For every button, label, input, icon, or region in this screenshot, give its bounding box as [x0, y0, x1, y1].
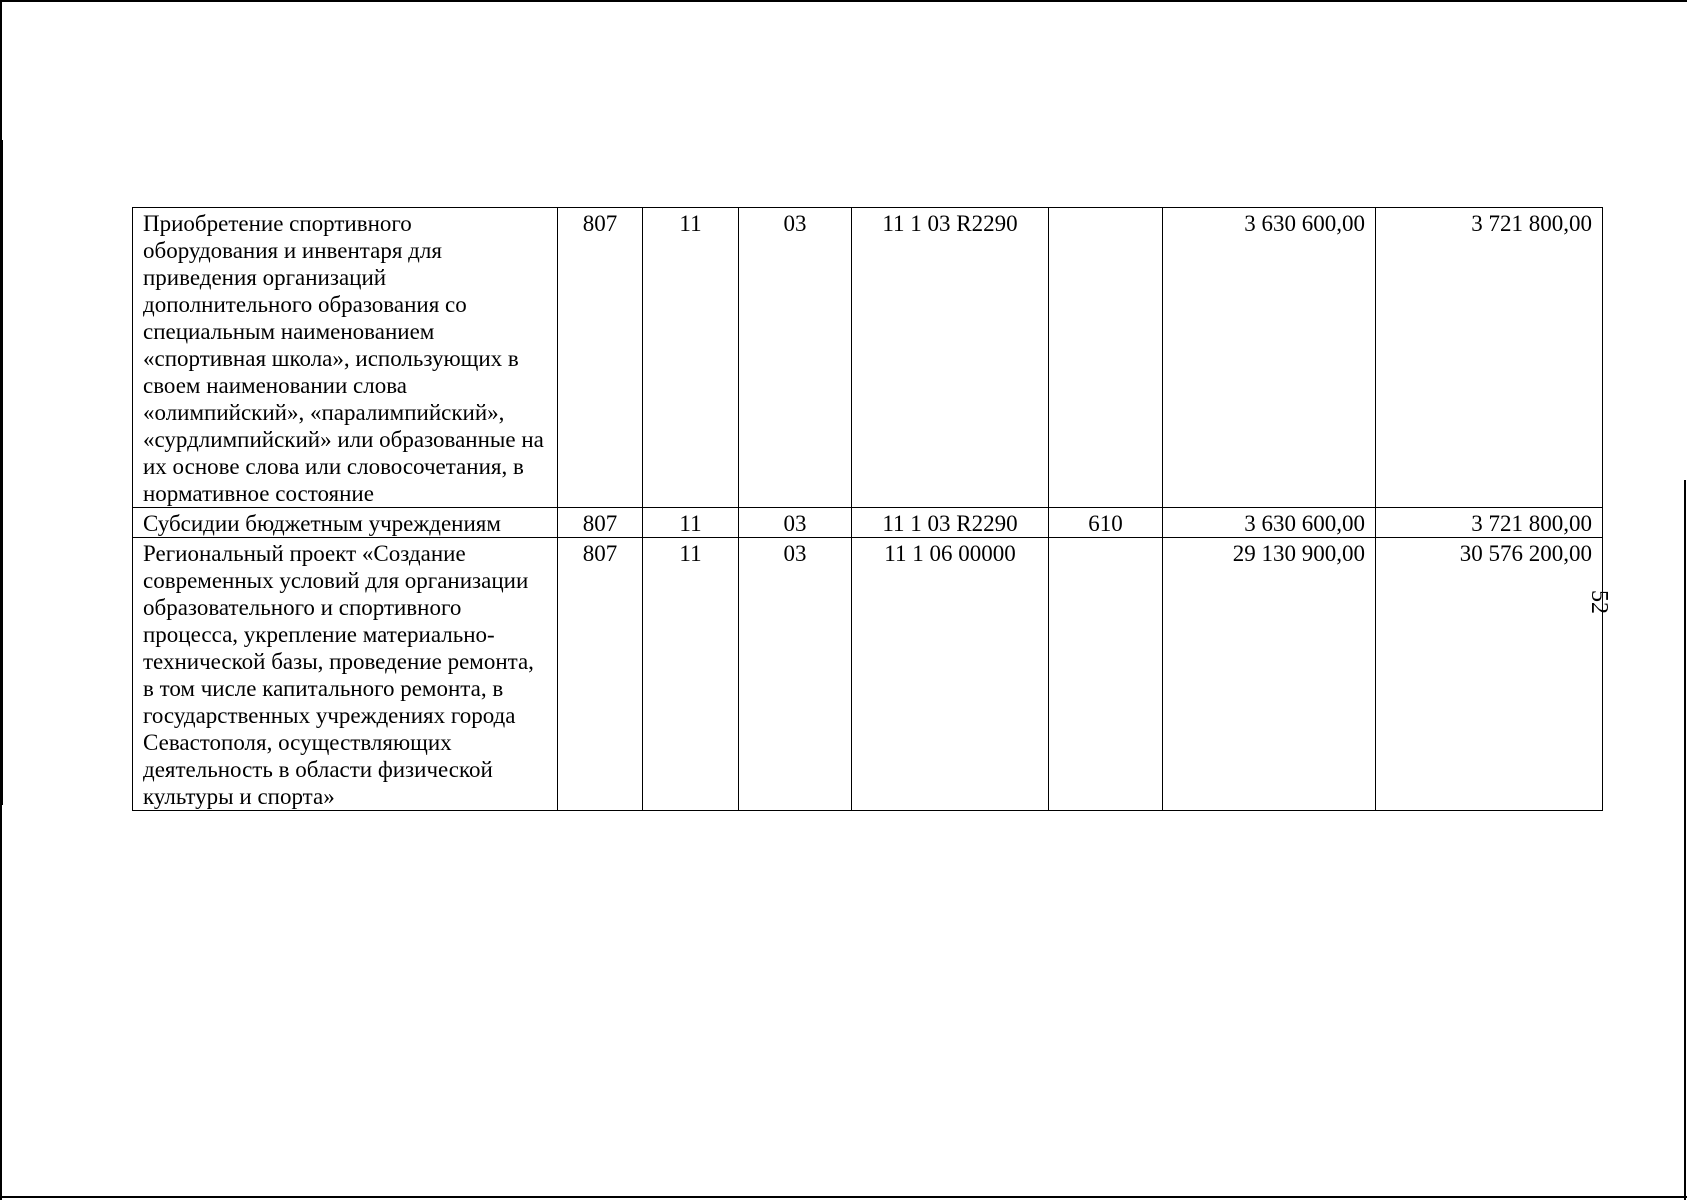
page-number: 52: [1586, 590, 1612, 614]
row-section-code: 11: [643, 508, 739, 538]
row-amount-1: 3 630 600,00: [1163, 208, 1376, 508]
row-subsection-code: 03: [739, 508, 852, 538]
row-amount-2: 3 721 800,00: [1376, 208, 1603, 508]
scan-border-bottom: [0, 1196, 1687, 1198]
row-expense-type: 610: [1049, 508, 1163, 538]
row-ministry-code: 807: [558, 538, 643, 811]
row-subsection-code: 03: [739, 208, 852, 508]
budget-table: [132, 207, 1603, 811]
table-row: [133, 208, 1603, 508]
row-expense-type: [1049, 208, 1163, 508]
row-amount-1: 3 630 600,00: [1163, 508, 1376, 538]
row-name: Региональный проект «Создание современных условий для организации образовательного и спортивного процесса, укрепление материально-технической базы, проведение ремонта, в том числе капитального ремонта, в государственных учреждениях города Севастополя, осуществляющих деятельность в области физической культуры и спорта»: [133, 538, 558, 811]
row-amount-1: 29 130 900,00: [1163, 538, 1376, 811]
row-target-article: 11 1 03 R2290: [852, 208, 1049, 508]
scan-border-top: [0, 0, 1687, 2]
row-section-code: 11: [643, 538, 739, 811]
row-ministry-code: 807: [558, 208, 643, 508]
row-name: Субсидии бюджетным учреждениям: [133, 508, 558, 538]
row-subsection-code: 03: [739, 538, 852, 811]
row-target-article: 11 1 06 00000: [852, 538, 1049, 811]
table-row: [133, 508, 1603, 538]
table-row: [133, 538, 1603, 811]
scan-border-right: [1684, 480, 1686, 1200]
row-target-article: 11 1 03 R2290: [852, 508, 1049, 538]
row-amount-2: 30 576 200,00: [1376, 538, 1603, 811]
row-section-code: 11: [643, 208, 739, 508]
scan-border-left-edge: [0, 140, 3, 805]
row-ministry-code: 807: [558, 508, 643, 538]
row-expense-type: [1049, 538, 1163, 811]
row-amount-2: 3 721 800,00: [1376, 508, 1603, 538]
row-name: Приобретение спортивного оборудования и инвентаря для приведения организаций дополнительного образования со специальным наименованием «спортивная школа», использующих в своем наименовании слова «олимпийский», «паралимпийский», «сурдлимпийский» или образованные на их основе слова или словосочетания, в нормативное состояние: [133, 208, 558, 508]
